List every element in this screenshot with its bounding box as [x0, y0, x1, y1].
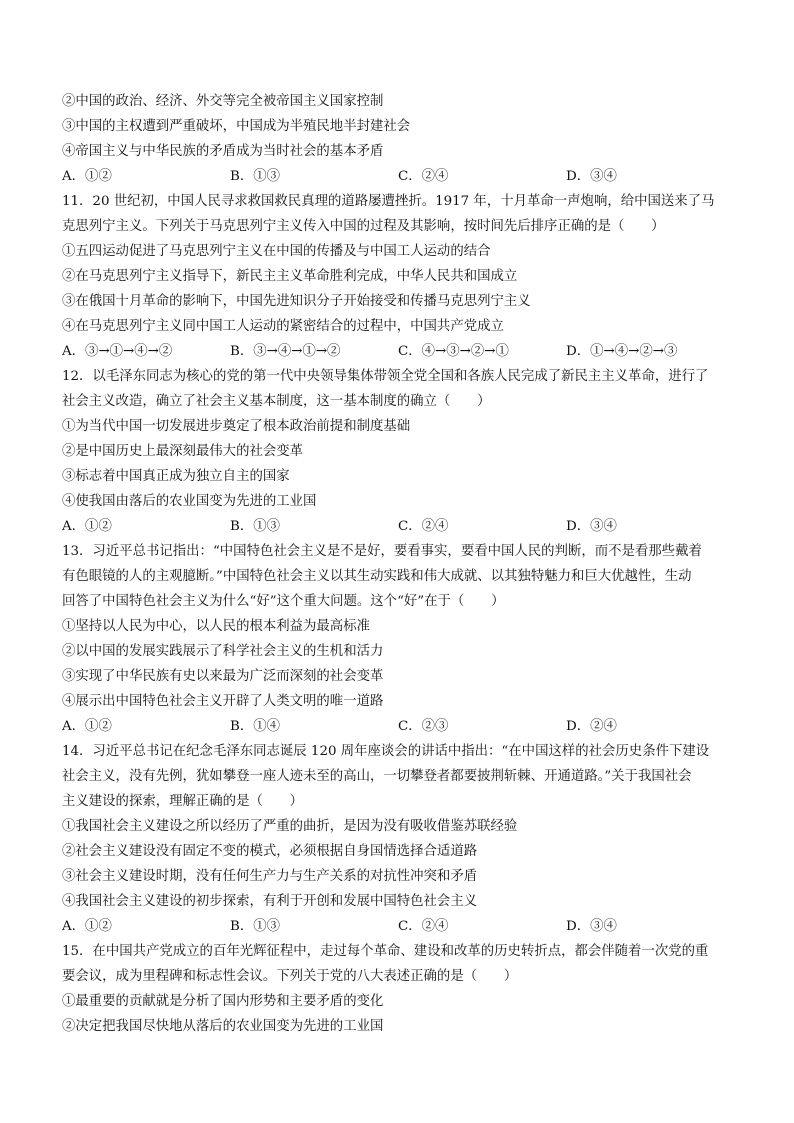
question-stem: 要会议，成为里程碑和标志性会议。下列关于党的八大表述正确的是（ ）: [62, 969, 518, 984]
statement: ②决定把我国尽快地从落后的农业国变为先进的工业国: [62, 1019, 384, 1034]
statement: ④展示出中国特色社会主义开辟了人类文明的唯一道路: [62, 694, 384, 709]
answer-options: [62, 714, 738, 739]
option-c: C．④→③→②→①: [398, 344, 509, 359]
statement: ①五四运动促进了马克思列宁主义在中国的传播及与中国工人运动的结合: [62, 244, 491, 259]
answer-options: [62, 914, 738, 939]
statement: ①最重要的贡献就是分析了国内形势和主要矛盾的变化: [62, 994, 384, 1009]
statement: ②以中国的发展实践展示了科学社会主义的生机和活力: [62, 644, 384, 659]
statement: ③社会主义建设时期，没有任何生产力与生产关系的对抗性冲突和矛盾: [62, 869, 478, 884]
statement: ①为当代中国一切发展进步奠定了根本政治前提和制度基础: [62, 419, 411, 434]
statement: ④帝国主义与中华民族的矛盾成为当时社会的基本矛盾: [62, 144, 384, 159]
option-d: D．③④: [566, 519, 617, 534]
option-d: D．②④: [566, 719, 617, 734]
answer-options: [62, 164, 738, 189]
question-11: [62, 189, 738, 364]
statement: ③中国的主权遭到严重破坏，中国成为半殖民地半封建社会: [62, 119, 411, 134]
question-stem: 社会主义，没有先例，犹如攀登一座人迹未至的高山，一切攀登者都要披荆斩棘、开通道路。”关于我国社会: [62, 769, 692, 784]
option-d: D．③④: [566, 169, 617, 184]
question-14: [62, 739, 738, 939]
statement: ④使我国由落后的农业国变为先进的工业国: [62, 494, 317, 509]
question-stem: 12．以毛泽东同志为核心的党的第一代中央领导集体带领全党全国和各族人民完成了新民主主义革命，进行了: [62, 369, 709, 384]
option-a: A．①②: [62, 519, 112, 534]
statement: ②社会主义建设没有固定不变的模式，必须根据自身国情选择合适道路: [62, 844, 478, 859]
statement: ②是中国历史上最深刻最伟大的社会变革: [62, 444, 304, 459]
option-b: B．①③: [230, 169, 281, 184]
question-12: [62, 364, 738, 539]
option-c: C．②④: [398, 919, 449, 934]
option-a: A．①②: [62, 719, 112, 734]
statement: ②中国的政治、经济、外交等完全被帝国主义国家控制: [62, 94, 384, 109]
option-d: D．①→④→②→③: [566, 344, 678, 359]
statement: ②在马克思列宁主义指导下，新民主主义革命胜利完成，中华人民共和国成立: [62, 269, 518, 284]
question-stem: 社会主义改造，确立了社会主义基本制度，这一基本制度的确立（ ）: [62, 394, 491, 409]
option-b: B．③→④→①→②: [230, 344, 341, 359]
question-stem: 回答了中国特色社会主义为什么“好”这个重大问题。这个“好”在于（ ）: [62, 594, 505, 609]
statement: ③在俄国十月革命的影响下，中国先进知识分子开始接受和传播马克思列宁主义: [62, 294, 531, 309]
statement: ④在马克思列宁主义同中国工人运动的紧密结合的过程中，中国共产党成立: [62, 319, 504, 334]
statement: ④我国社会主义建设的初步探索，有利于开创和发展中国特色社会主义: [62, 894, 478, 909]
question-stem: 克思列宁主义。下列关于马克思列宁主义传入中国的过程及其影响，按时间先后排序正确的是（ ）: [62, 219, 665, 234]
option-b: B．①④: [230, 719, 281, 734]
option-c: C．②③: [398, 719, 449, 734]
question-15: [62, 939, 738, 1039]
answer-options: [62, 339, 738, 364]
statement: ①坚持以人民为中心，以人民的根本利益为最高标准: [62, 619, 370, 634]
question-10-tail: [62, 89, 738, 189]
option-c: C．②④: [398, 519, 449, 534]
option-c: C．②④: [398, 169, 449, 184]
question-stem: 13．习近平总书记指出：“中国特色社会主义是不是好，要看事实，要看中国人民的判断，而不是看那些戴着: [62, 544, 702, 559]
question-13: [62, 539, 738, 739]
answer-options: [62, 514, 738, 539]
question-stem: 主义建设的探索，理解正确的是（ ）: [62, 794, 304, 809]
statement: ③标志着中国真正成为独立自主的国家: [62, 469, 290, 484]
question-stem: 15．在中国共产党成立的百年光辉征程中，走过每个革命、建设和改革的历史转折点，都会伴随着一次党的重: [62, 944, 709, 959]
option-a: A．③→①→④→②: [62, 344, 173, 359]
option-b: B．①③: [230, 519, 281, 534]
option-a: A．①②: [62, 919, 112, 934]
statement: ③实现了中华民族有史以来最为广泛而深刻的社会变革: [62, 669, 384, 684]
question-stem: 14．习近平总书记在纪念毛泽东同志诞辰 120 周年座谈会的讲话中指出：“在中国这样的社会历史条件下建设: [62, 744, 710, 759]
statement: ①我国社会主义建设之所以经历了严重的曲折，是因为没有吸收借鉴苏联经验: [62, 819, 518, 834]
exam-page: [62, 89, 738, 1039]
option-b: B．①③: [230, 919, 281, 934]
question-stem: 有色眼镜的人的主观臆断。”中国特色社会主义以其生动实践和伟大成就、以其独特魅力和巨大优越性，生动: [62, 569, 692, 584]
question-stem: 11．20 世纪初，中国人民寻求救国救民真理的道路屡遭挫折。1917 年，十月革命一声炮响，给中国送来了马: [62, 194, 715, 209]
option-a: A．①②: [62, 169, 112, 184]
option-d: D．③④: [566, 919, 617, 934]
